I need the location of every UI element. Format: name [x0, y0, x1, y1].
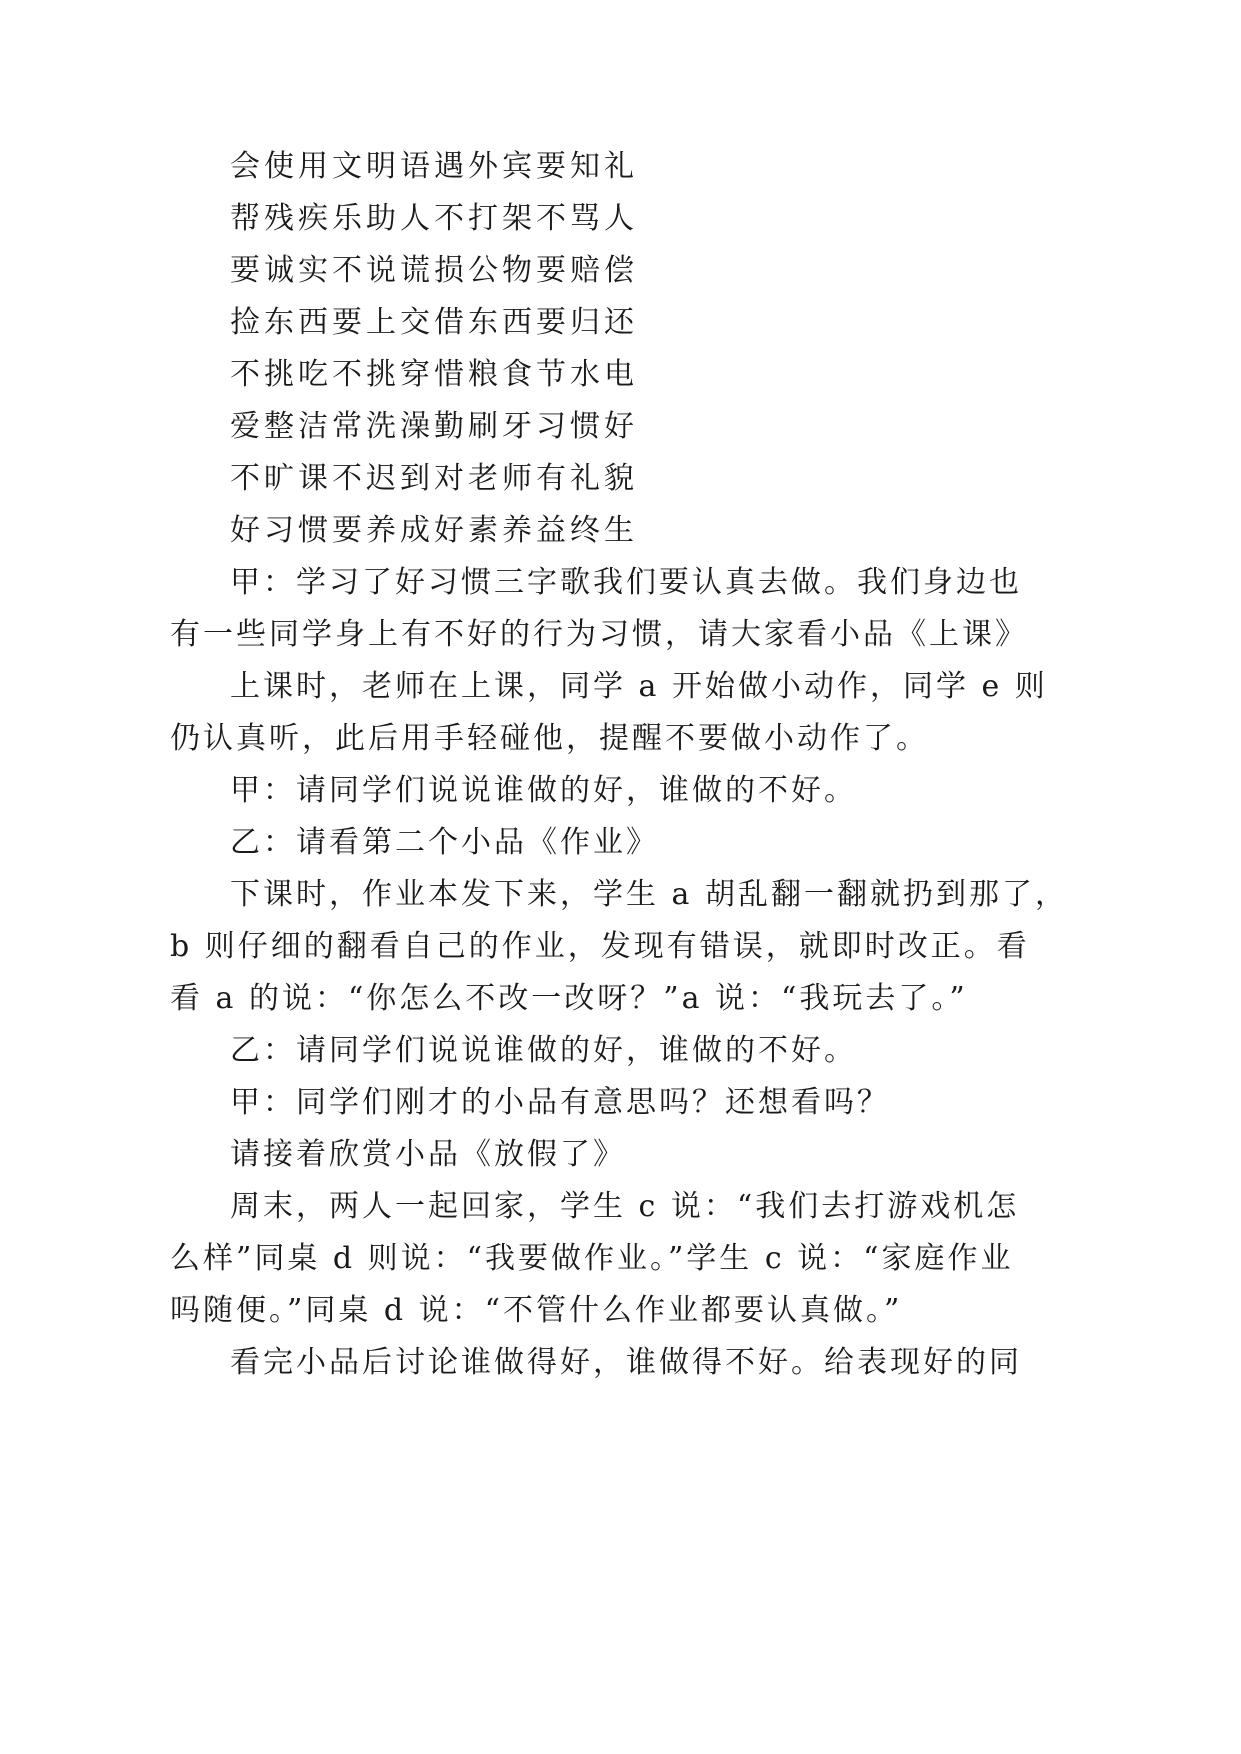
paragraph-line: b 则仔细的翻看自己的作业，发现有错误，就即时改正。看: [170, 929, 1030, 964]
paragraph-line: 有一些同学身上有不好的行为习惯，请大家看小品《上课》: [170, 617, 1028, 652]
verse-line: 好习惯要养成好素养益终生: [230, 513, 638, 548]
paragraph-line: 仍认真听，此后用手轻碰他，提醒不要做小动作了。: [170, 721, 929, 756]
paragraph-line: 下课时，作业本发下来，学生 a 胡乱翻一翻就扔到那了，: [230, 877, 1068, 912]
paragraph-line: 看完小品后讨论谁做得好，谁做得不好。给表现好的同: [230, 1345, 1022, 1380]
paragraph-line: 乙：请同学们说说谁做的好，谁做的不好。: [230, 1033, 857, 1068]
verse-line: 捡东西要上交借东西要归还: [230, 305, 638, 340]
paragraph-line: 吗随便。”同桌 d 说：“不管什么作业都要认真做。”: [170, 1293, 903, 1328]
paragraph-line: 甲：请同学们说说谁做的好，谁做的不好。: [230, 773, 857, 808]
verse-line: 要诚实不说谎损公物要赔偿: [230, 253, 638, 288]
paragraph-line: 甲：同学们刚才的小品有意思吗？还想看吗？: [230, 1085, 890, 1120]
paragraph-line: 看 a 的说：“你怎么不改一改呀？”a 说：“我玩去了。”: [170, 981, 968, 1016]
paragraph-line: 请接着欣赏小品《放假了》: [230, 1137, 626, 1172]
paragraph-line: 上课时，老师在上课，同学 a 开始做小动作，同学 e 则: [230, 669, 1048, 704]
paragraph-line: 么样”同桌 d 则说：“我要做作业。”学生 c 说：“家庭作业: [170, 1241, 1014, 1276]
verse-line: 帮残疾乐助人不打架不骂人: [230, 201, 638, 236]
paragraph-line: 周末，两人一起回家，学生 c 说：“我们去打游戏机怎: [230, 1189, 1020, 1224]
verse-line: 会使用文明语遇外宾要知礼: [230, 149, 638, 184]
paragraph-line: 乙：请看第二个小品《作业》: [230, 825, 659, 860]
paragraph-line: 甲：学习了好习惯三字歌我们要认真去做。我们身边也: [230, 565, 1022, 600]
verse-line: 爱整洁常洗澡勤刷牙习惯好: [230, 409, 638, 444]
verse-line: 不挑吃不挑穿惜粮食节水电: [230, 357, 638, 392]
verse-line: 不旷课不迟到对老师有礼貌: [230, 461, 638, 496]
